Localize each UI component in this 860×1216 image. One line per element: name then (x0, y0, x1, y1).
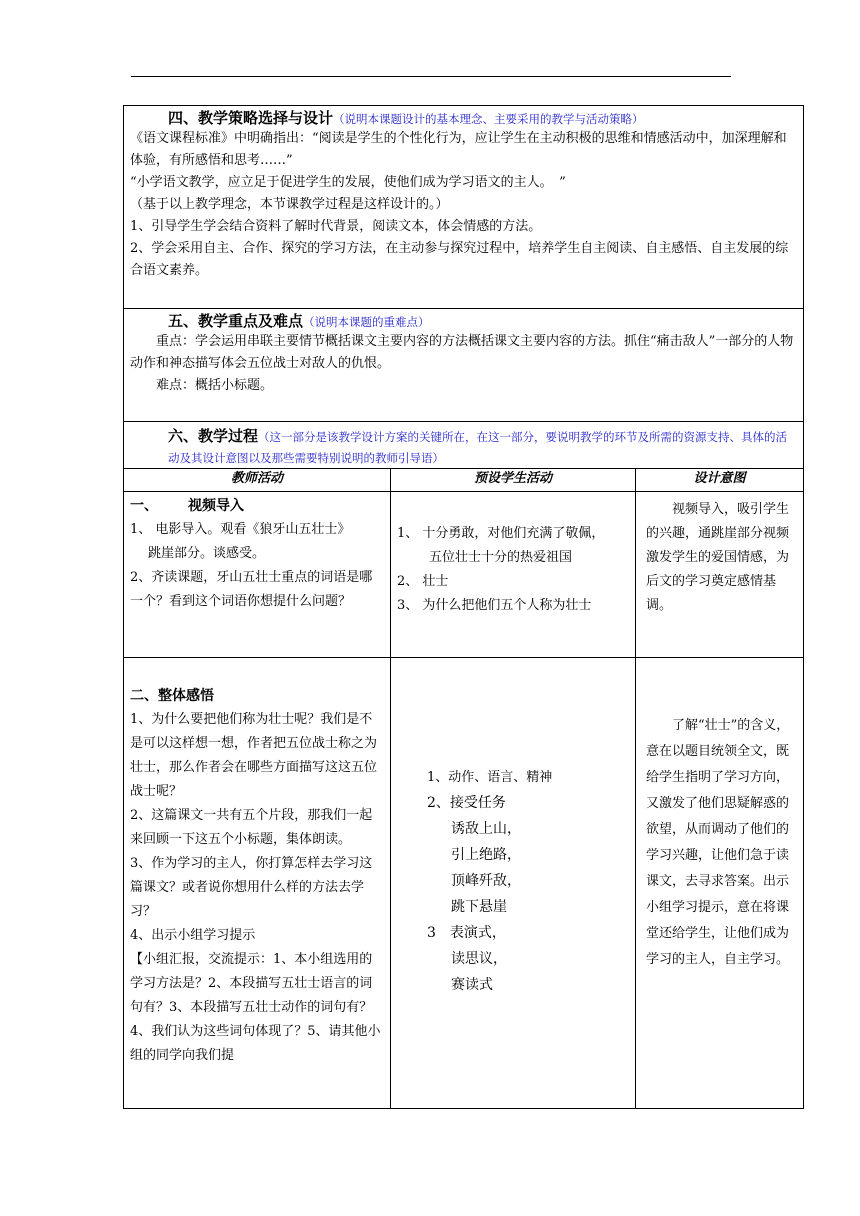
paragraph: （基于以上教学理念，本节课教学过程是这样设计的。） (130, 197, 449, 212)
student-item: 诱敌上山， (451, 821, 521, 837)
teacher-item: 1、为什么要把他们称为壮士呢？我们是不是可以这样想一想，作者把五位战士称之为壮士，那么作者会在哪些方面描写这这五位战士呢？ (130, 712, 378, 799)
row2-intent-cell (635, 657, 804, 1109)
student-item: 跳下悬崖 (451, 899, 507, 915)
paragraph: 《语文课程标准》中明确指出：“阅读是学生的个性化行为，应让学生在主动积极的思维和情感活动中，加深理解和体验，有所感悟和思考……” (130, 131, 787, 168)
section-key-points (123, 308, 804, 422)
student-item: 1、 十分勇敢，对他们充满了敬佩， (397, 526, 605, 541)
column-header-teacher: 教师活动 (123, 468, 391, 492)
paragraph: 2、学会采用自主、合作、探究的学习方法，在主动参与探究过程中，培养学生自主阅读、自主感悟、自主发展的综合语文素养。 (130, 241, 789, 278)
row2-student-cell (390, 657, 636, 1109)
section-title: 四、教学策略选择与设计 (168, 109, 334, 127)
paragraph: 重点：学会运用串联主要情节概括课文主要内容的方法概括课文主要内容的方法。抓住“痛击敌人”一部分的人物动作和神态描写体会五位战士对敌人的仇恨。 (130, 334, 794, 371)
student-item: 3、 为什么把他们五个人称为壮士 (397, 598, 592, 613)
teacher-item: 2、这篇课文一共有五个片段，那我们一起来回顾一下这五个小标题，集体朗读。 (130, 808, 373, 847)
column-header-intent: 设计意图 (635, 468, 804, 492)
paragraph: 难点：概括小标题。 (156, 378, 274, 393)
row2-teacher-cell (123, 657, 391, 1109)
section-strategy-heading (130, 108, 797, 128)
student-item: 1、动作、语言、精神 (427, 770, 553, 785)
row1-student-cell (390, 491, 636, 658)
header-rule (131, 76, 731, 77)
row1-teacher-cell (123, 491, 391, 658)
column-header-student: 预设学生活动 (390, 468, 636, 492)
student-item: 2、 壮士 (397, 574, 449, 589)
student-item: 读思议， (451, 951, 507, 967)
teacher-item: 【小组汇报，交流提示：1、本小组选用的学习方法是？2、本段描写五壮士语言的词句有？3、本段描写五壮士动作的词句有？4、我们认为这些词句体现了？5、请其他小组的同学向我们提 (130, 952, 381, 1063)
section-key-points-heading (130, 311, 797, 331)
section-title: 五、教学重点及难点 (168, 312, 304, 330)
section-note: （说明本课题设计的基本理念、主要采用的教学与活动策略） (333, 112, 644, 126)
student-item: 赛读式 (451, 977, 493, 993)
teacher-item: 3、作为学习的主人，你打算怎样去学习这篇课文？或者说你想用什么样的方法去学习？ (130, 856, 373, 919)
student-item: 五位壮士十分的热爱祖国 (429, 550, 573, 565)
row1-intent-cell (635, 491, 804, 658)
teacher-item: 跳崖部分。谈感受。 (148, 546, 266, 561)
paragraph: “小学语文教学，应立足于促进学生的发展，使他们成为学习语文的主人。 ” (130, 175, 566, 190)
teacher-item: 1、 电影导入。观看《狼牙山五壮士》 (130, 522, 351, 537)
design-intent: 视频导入，吸引学生的兴趣，通跳崖部分视频激发学生的爱国情感，为后文的学习奠定感情基调。 (646, 502, 790, 613)
student-item: 2、接受任务 (427, 795, 506, 811)
student-item: 顶峰歼敌， (451, 873, 521, 889)
section-process (123, 421, 804, 469)
teacher-item: 2、齐读课题，牙山五壮士重点的词语是哪一个？看到这个词语你想提什么问题？ (130, 570, 373, 609)
section-strategy (123, 105, 804, 309)
paragraph: 1、引导学生学会结合资料了解时代背景，阅读文本，体会情感的方法。 (130, 219, 542, 234)
design-intent: 了解“壮士”的含义，意在以题目统领全文，既给学生指明了学习方向，又激发了他们思疑解惑的欲望，从而调动了他们的学习兴趣，让他们急于读课文，去寻求答案。出示小组学习提示，意在将课堂还给学生，让他们成为学习的主人，自主学习。 (646, 718, 790, 967)
step-title: 二、整体感悟 (130, 688, 214, 704)
step-title: 一、 视频导入 (130, 498, 244, 514)
section-note: （这一部分是该教学设计方案的关键所在，在这一部分，要说明教学的环节及所需的资源支持、具体的活动及其设计意图以及那些需要特别说明的教师引导语） (168, 430, 788, 465)
section-note: （说明本课题的重难点） (303, 315, 430, 329)
student-item: 3 表演式， (427, 925, 506, 941)
teacher-item: 4、出示小组学习提示 (130, 928, 256, 943)
student-item: 引上绝路， (451, 847, 521, 863)
section-title: 六、教学过程 (168, 427, 259, 445)
